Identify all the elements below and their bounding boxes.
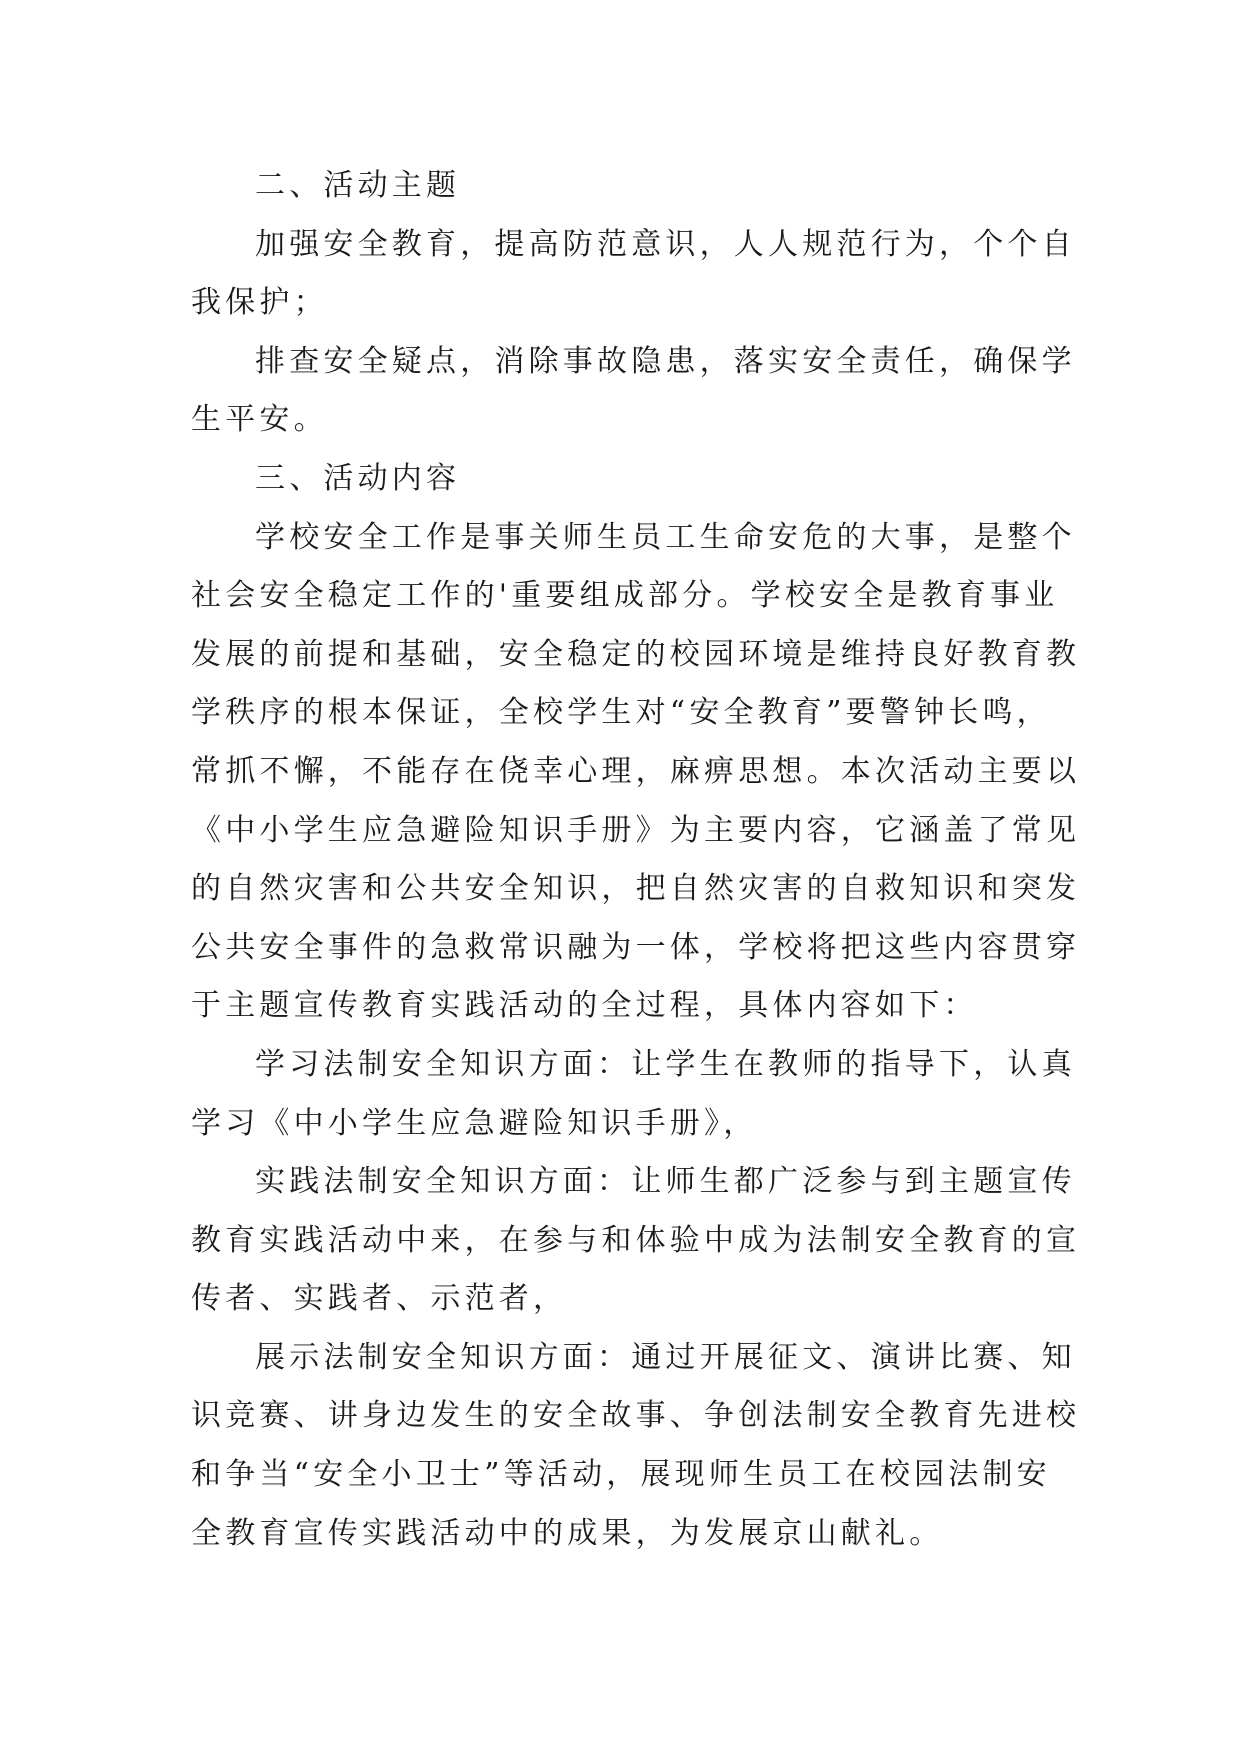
section-heading-theme: 二、活动主题 [255,168,461,203]
paragraph-line: 发展的前提和基础，安全稳定的校园环境是维持良好教育教 [191,636,1081,672]
paragraph-line: 教育实践活动中来，在参与和体验中成为法制安全教育的宣 [191,1222,1081,1258]
paragraph-line: 展示法制安全知识方面：通过开展征文、演讲比赛、知 [255,1339,1076,1375]
paragraph-line: 常抓不懈，不能存在侥幸心理，麻痹思想。本次活动主要以 [191,753,1081,789]
paragraph-line: 实践法制安全知识方面：让师生都广泛参与到主题宣传 [255,1164,1076,1200]
paragraph-line: 识竞赛、讲身边发生的安全故事、争创法制安全教育先进校 [191,1398,1081,1434]
paragraph-line: 和争当“安全小卫士”等活动，展现师生员工在校园法制安 [191,1457,1051,1493]
paragraph-line: 学习《中小学生应急避险知识手册》， [191,1105,758,1141]
document-body [191,157,1081,1563]
paragraph-line: 公共安全事件的急救常识融为一体，学校将把这些内容贯穿 [191,929,1081,965]
paragraph-line: 加强安全教育，提高防范意识，人人规范行为，个个自 [255,226,1076,262]
paragraph-line: 社会安全稳定工作的'重要组成部分。学校安全是教育事业 [191,578,1059,614]
section-heading-content: 三、活动内容 [255,460,461,496]
paragraph-line: 学校安全工作是事关师生员工生命安危的大事，是整个 [255,519,1076,555]
paragraph-line: 全教育宣传实践活动中的成果，为发展京山献礼。 [191,1515,944,1551]
paragraph-line: 我保护； [191,285,328,321]
paragraph-line: 学习法制安全知识方面：让学生在教师的指导下，认真 [255,1046,1076,1082]
paragraph-line: 《中小学生应急避险知识手册》为主要内容，它涵盖了常见 [191,812,1081,848]
paragraph-line: 排查安全疑点，消除事故隐患，落实安全责任，确保学 [255,343,1076,379]
paragraph-line: 的自然灾害和公共安全知识，把自然灾害的自救知识和突发 [191,871,1081,907]
paragraph-line: 生平安。 [191,402,328,438]
paragraph-line: 传者、实践者、示范者， [191,1281,568,1317]
paragraph-line: 于主题宣传教育实践活动的全过程，具体内容如下： [191,988,978,1024]
paragraph-line: 学秩序的根本保证，全校学生对“安全教育”要警钟长鸣， [191,695,1051,731]
